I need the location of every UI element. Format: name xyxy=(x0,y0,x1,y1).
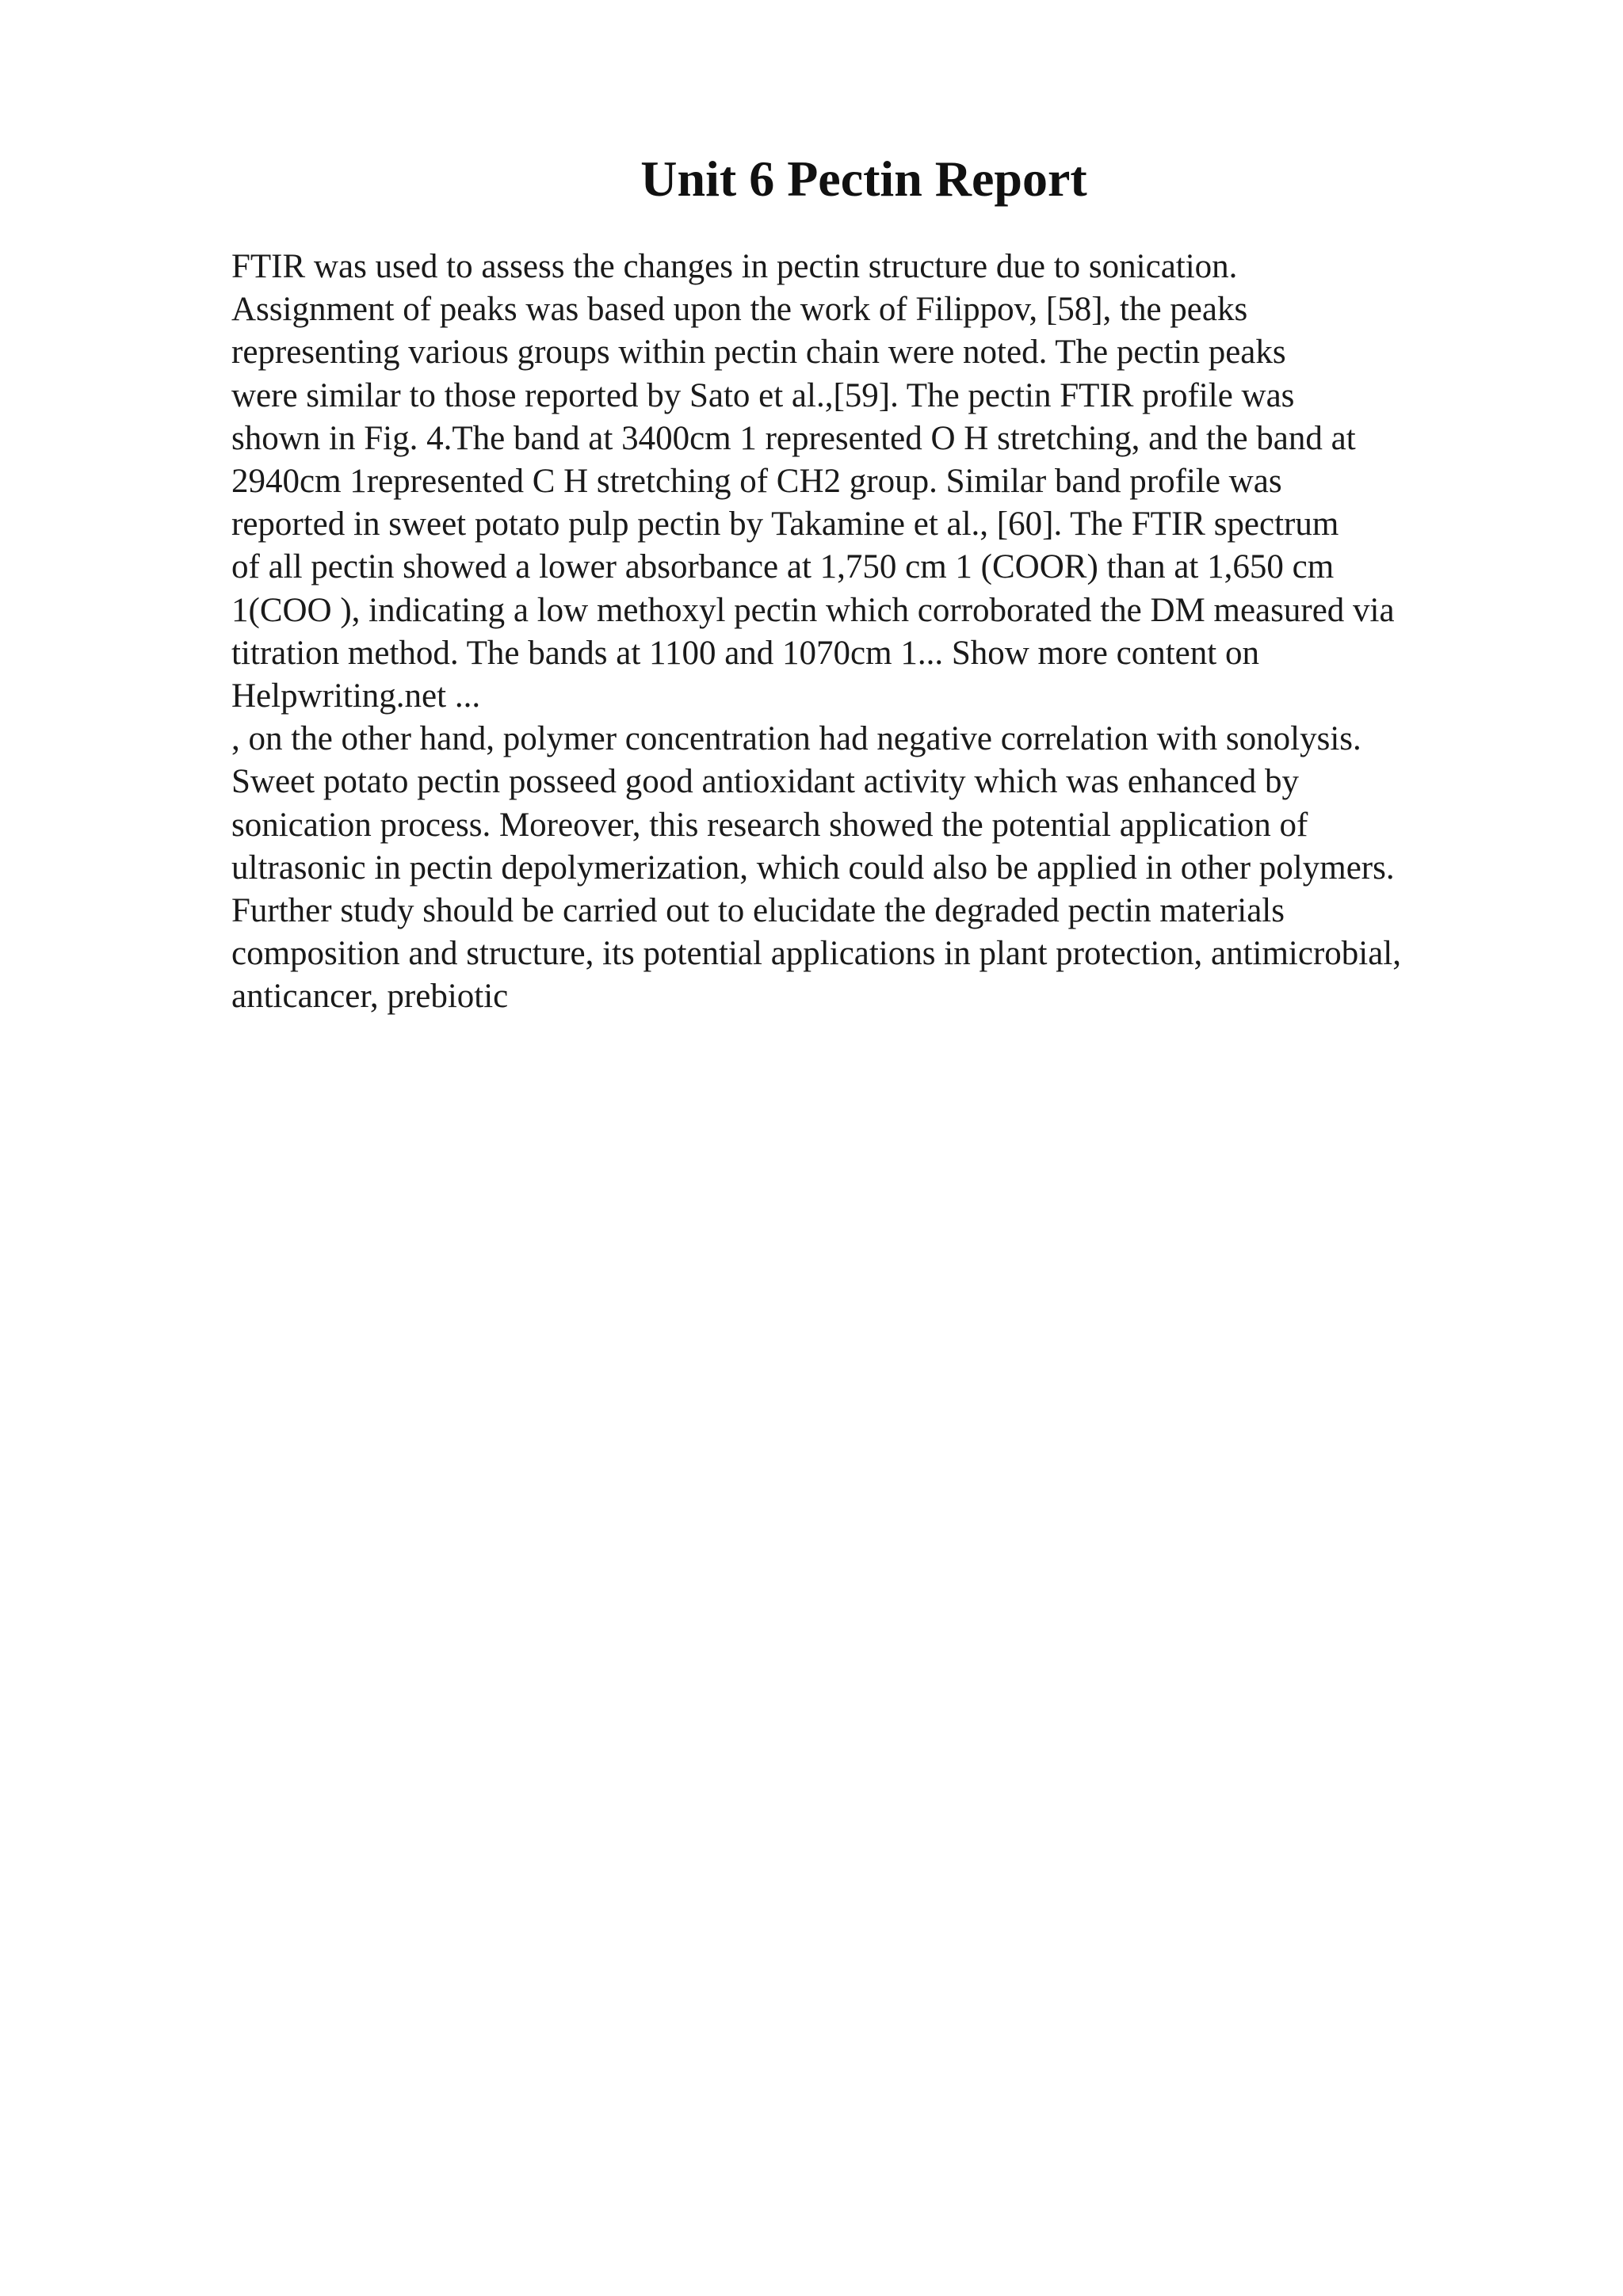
body-line: anticancer, prebiotic xyxy=(231,978,509,1016)
body-line: ultrasonic in pectin depolymerization, which could also be applied in other polymers. xyxy=(231,849,1395,887)
body-line: shown in Fig. 4.The band at 3400cm 1 represented O H stretching, and the band at xyxy=(231,419,1356,457)
body-line: Assignment of peaks was based upon the work of Filippov, [58], the peaks xyxy=(231,291,1248,329)
body-line: 2940cm 1represented C H stretching of CH2 group. Similar band profile was xyxy=(231,463,1282,501)
body-line: representing various groups within pectin chain were noted. The pectin peaks xyxy=(231,334,1286,372)
body-line: composition and structure, its potential applications in plant protection, antimicrobial, xyxy=(231,935,1402,973)
body-line: Further study should be carried out to elucidate the degraded pectin materials xyxy=(231,892,1285,930)
body-line: sonication process. Moreover, this research showed the potential application of xyxy=(231,806,1308,844)
document-title: Unit 6 Pectin Report xyxy=(640,151,1087,207)
body-line: Helpwriting.net ... xyxy=(231,677,481,715)
body-line: 1(COO ), indicating a low methoxyl pectin which corroborated the DM measured via xyxy=(231,591,1395,629)
body-line: were similar to those reported by Sato et al.,[59]. The pectin FTIR profile was xyxy=(231,376,1295,414)
body-line: , on the other hand, polymer concentration had negative correlation with sonolysis. xyxy=(231,720,1361,758)
body-line: of all pectin showed a lower absorbance at 1,750 cm 1 (COOR) than at 1,650 cm xyxy=(231,548,1335,586)
body-line: titration method. The bands at 1100 and 1070cm 1... Show more content on xyxy=(231,634,1259,672)
document-body xyxy=(231,246,1594,1019)
body-line: FTIR was used to assess the changes in pectin structure due to sonication. xyxy=(231,248,1238,285)
body-line: Sweet potato pectin posseed good antioxidant activity which was enhanced by xyxy=(231,763,1299,801)
body-line: reported in sweet potato pulp pectin by Takamine et al., [60]. The FTIR spectrum xyxy=(231,505,1339,543)
